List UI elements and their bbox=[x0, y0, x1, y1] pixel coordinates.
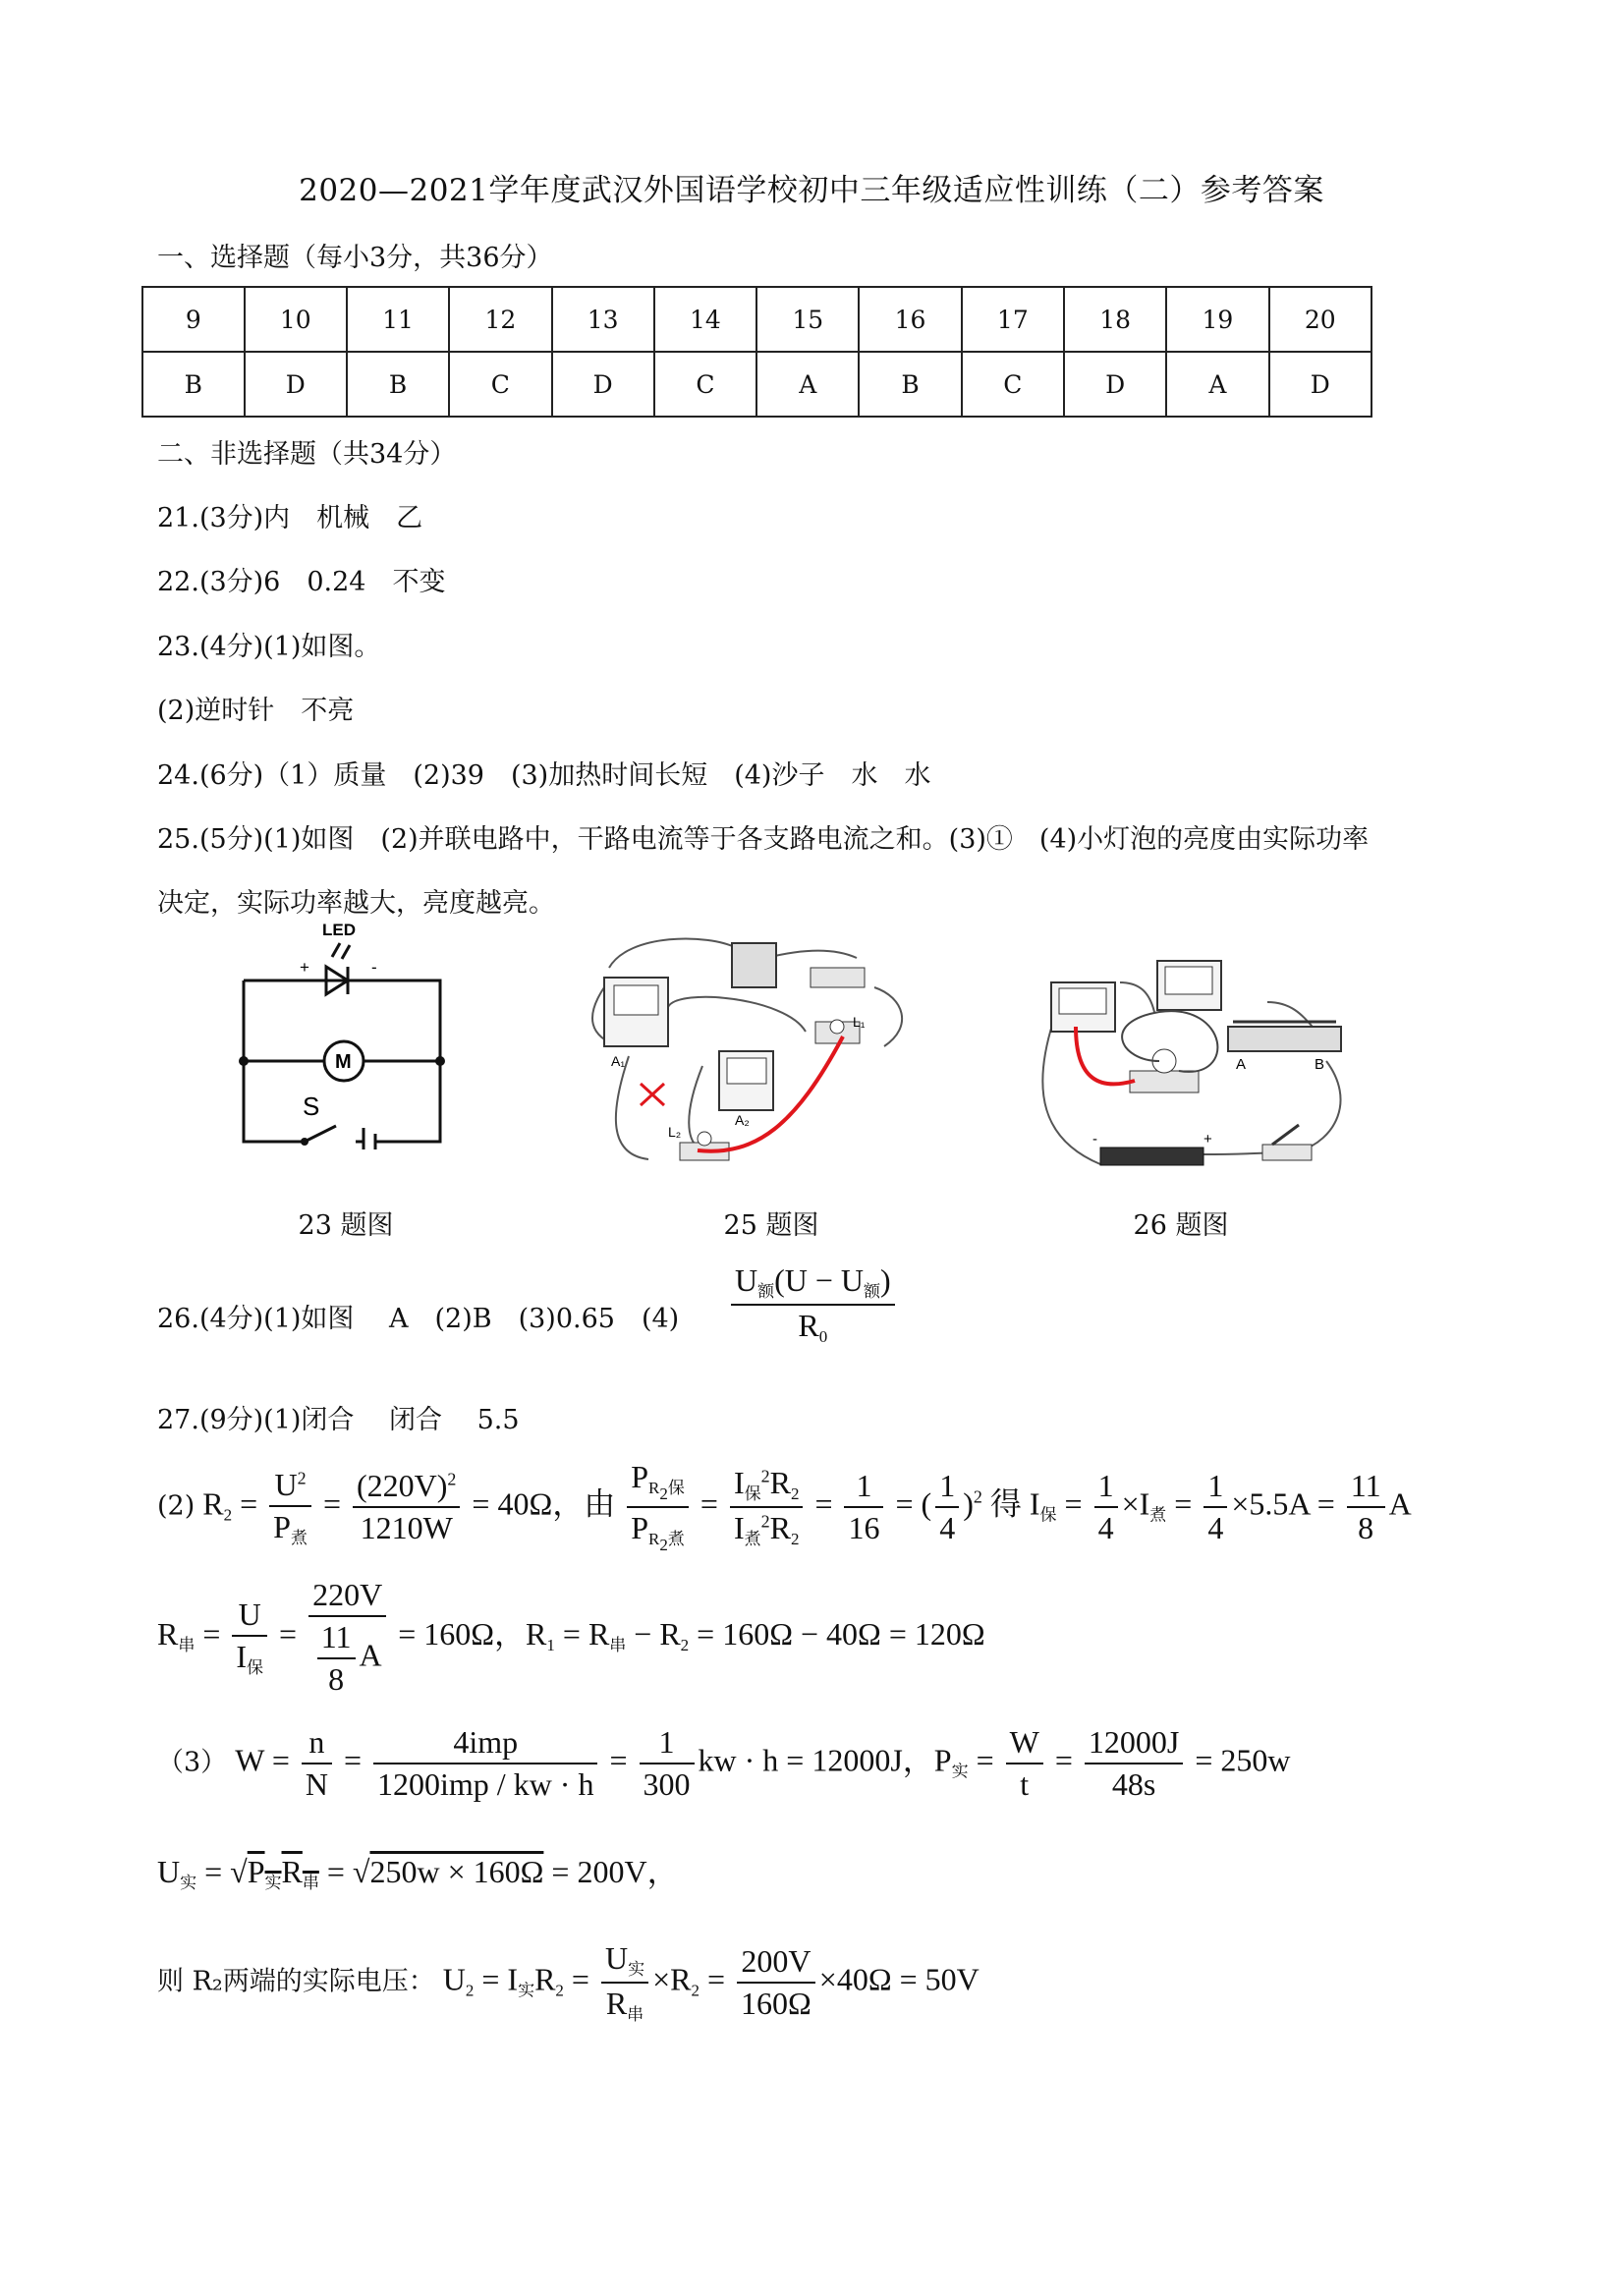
answer-q26: 26.(4分)(1)如图 A (2)B (3)0.65 (4) bbox=[157, 1304, 680, 1334]
label-l2: L₂ bbox=[668, 1124, 682, 1140]
table-cell-answer: D bbox=[552, 352, 654, 417]
figure-25-caption: 25 题图 bbox=[723, 1210, 819, 1241]
table-cell-answer: B bbox=[142, 352, 245, 417]
label-a1: A₁ bbox=[611, 1053, 626, 1069]
table-cell-question-number: 11 bbox=[347, 287, 449, 352]
figure-26-physical-circuit bbox=[1041, 943, 1356, 1179]
answer-table bbox=[141, 286, 1372, 418]
table-cell-answer: D bbox=[1064, 352, 1166, 417]
table-cell-answer: C bbox=[962, 352, 1064, 417]
formula-q27-part3-line3: 则 R₂两端的实际电压： $U_2 = I_实R_2$ = $\frac{U_实}{R_串}$ $\times R_2$ = $\frac{200V}{160\Omega}$ ×40Ω = 50V bbox=[157, 1940, 979, 2024]
table-cell-question-number: 13 bbox=[552, 287, 654, 352]
table-cell-question-number: 16 bbox=[859, 287, 961, 352]
table-cell-answer: C bbox=[654, 352, 756, 417]
battery-plus-sign: + bbox=[1203, 1131, 1212, 1148]
formula-q27-part2-line1: (2) $R_2$ = $\frac{U^2}{P_煮}$ = $\frac{(220V)^2}{1210W}$ = 40Ω，由 $\frac{P_{R_2保}}{P_{R_2煮}}$ = $\frac{I_保^2R_2}{I_煮^2R_2}$ = $\frac{1}{16}$ = ( $\frac{1}{4}$ )$^2$ 得 $I_保$ = $\frac{1}{4}$ $\times I_煮$ = $\frac{1}{4}$ ×5.5A = $\frac{11}{8}$ A bbox=[157, 1459, 1412, 1554]
table-row-answers bbox=[142, 352, 1371, 417]
formula-q27-part2-line2: $R_串$ = $\frac{U}{I_保}$ = 220V $\frac{11}{8}$ A = 160Ω，$R_1 = R_串 - R_2 = 160\Omega - 40\Omega = 120\Omega$ bbox=[157, 1577, 985, 1697]
q27-part2-label: (2) bbox=[157, 1490, 196, 1522]
label-point-a: A bbox=[1236, 1056, 1247, 1073]
label-l1: L₁ bbox=[853, 1014, 866, 1030]
formula-q27-part3-line2: $U_实 = √P_实R_串 = √250w \times 160\Omega = 200V$， bbox=[157, 1854, 679, 1892]
answer-q25-line1: 25.(5分)(1)如图 (2)并联电路中，干路电流等于各支路电流之和。(3)① (4)小灯泡的亮度由实际功率 bbox=[157, 824, 1370, 855]
table-cell-answer: B bbox=[859, 352, 961, 417]
answer-q21: 21.(3分)内 机械 乙 bbox=[157, 503, 423, 533]
formula-q27-part3-line1: （3） W = $\frac{n}{N}$ = $\frac{\text{4imp}}{\text{1200imp / kw · h}}$ = $\frac{1}{300}$ kw · h = 12000J，$P_实$ = $\frac{W}{t}$ = $\frac{12000J}{48s}$ = 250w bbox=[157, 1724, 1291, 1802]
table-cell-question-number: 15 bbox=[756, 287, 859, 352]
label-a2: A₂ bbox=[735, 1112, 750, 1128]
table-cell-question-number: 9 bbox=[142, 287, 245, 352]
q27-final-label: 则 R₂两端的实际电压： bbox=[157, 1966, 435, 1997]
table-cell-question-number: 10 bbox=[245, 287, 347, 352]
table-cell-answer: D bbox=[1269, 352, 1371, 417]
battery-minus-sign: - bbox=[1092, 1131, 1097, 1148]
table-cell-answer: A bbox=[756, 352, 859, 417]
figure-23-caption: 23 题图 bbox=[298, 1210, 394, 1241]
table-cell-question-number: 20 bbox=[1269, 287, 1371, 352]
led-label: LED bbox=[322, 921, 356, 939]
section-choice-heading: 一、选择题（每小3分，共36分） bbox=[157, 243, 553, 273]
answer-q23-part2: (2)逆时针 不亮 bbox=[157, 696, 355, 726]
answer-q25-line2: 决定，实际功率越大，亮度越亮。 bbox=[157, 888, 555, 919]
figure-25-physical-circuit bbox=[589, 928, 914, 1174]
table-cell-question-number: 14 bbox=[654, 287, 756, 352]
table-cell-answer: B bbox=[347, 352, 449, 417]
led-plus-sign: + bbox=[300, 958, 309, 977]
motor-label: M bbox=[335, 1051, 352, 1073]
table-cell-answer: D bbox=[245, 352, 347, 417]
formula-q26-part4: $\frac{U_额(U - U_额)}{R_0}$ bbox=[727, 1262, 899, 1347]
figure-26-caption: 26 题图 bbox=[1133, 1210, 1229, 1241]
table-cell-question-number: 19 bbox=[1166, 287, 1268, 352]
answer-q24: 24.(6分)（1）质量 (2)39 (3)加热时间长短 (4)沙子 水 水 bbox=[157, 760, 931, 791]
answer-q23-part1: 23.(4分)(1)如图。 bbox=[157, 632, 381, 662]
q27-part3-label: （3） bbox=[157, 1747, 228, 1778]
figure-23-circuit bbox=[226, 914, 452, 1149]
page-title: 2020—2021学年度武汉外国语学校初中三年级适应性训练（二）参考答案 bbox=[299, 173, 1324, 208]
table-cell-question-number: 12 bbox=[449, 287, 551, 352]
table-row-numbers bbox=[142, 287, 1371, 352]
switch-label: S bbox=[303, 1092, 320, 1121]
table-cell-question-number: 18 bbox=[1064, 287, 1166, 352]
answer-q22: 22.(3分)6 0.24 不变 bbox=[157, 567, 446, 597]
table-cell-question-number: 17 bbox=[962, 287, 1064, 352]
table-cell-answer: A bbox=[1166, 352, 1268, 417]
label-point-b: B bbox=[1315, 1056, 1325, 1073]
section-nonchoice-heading: 二、非选择题（共34分） bbox=[157, 439, 457, 470]
led-minus-sign: - bbox=[371, 958, 377, 977]
answer-q27-part1: 27.(9分)(1)闭合 闭合 5.5 bbox=[157, 1405, 520, 1435]
table-cell-answer: C bbox=[449, 352, 551, 417]
